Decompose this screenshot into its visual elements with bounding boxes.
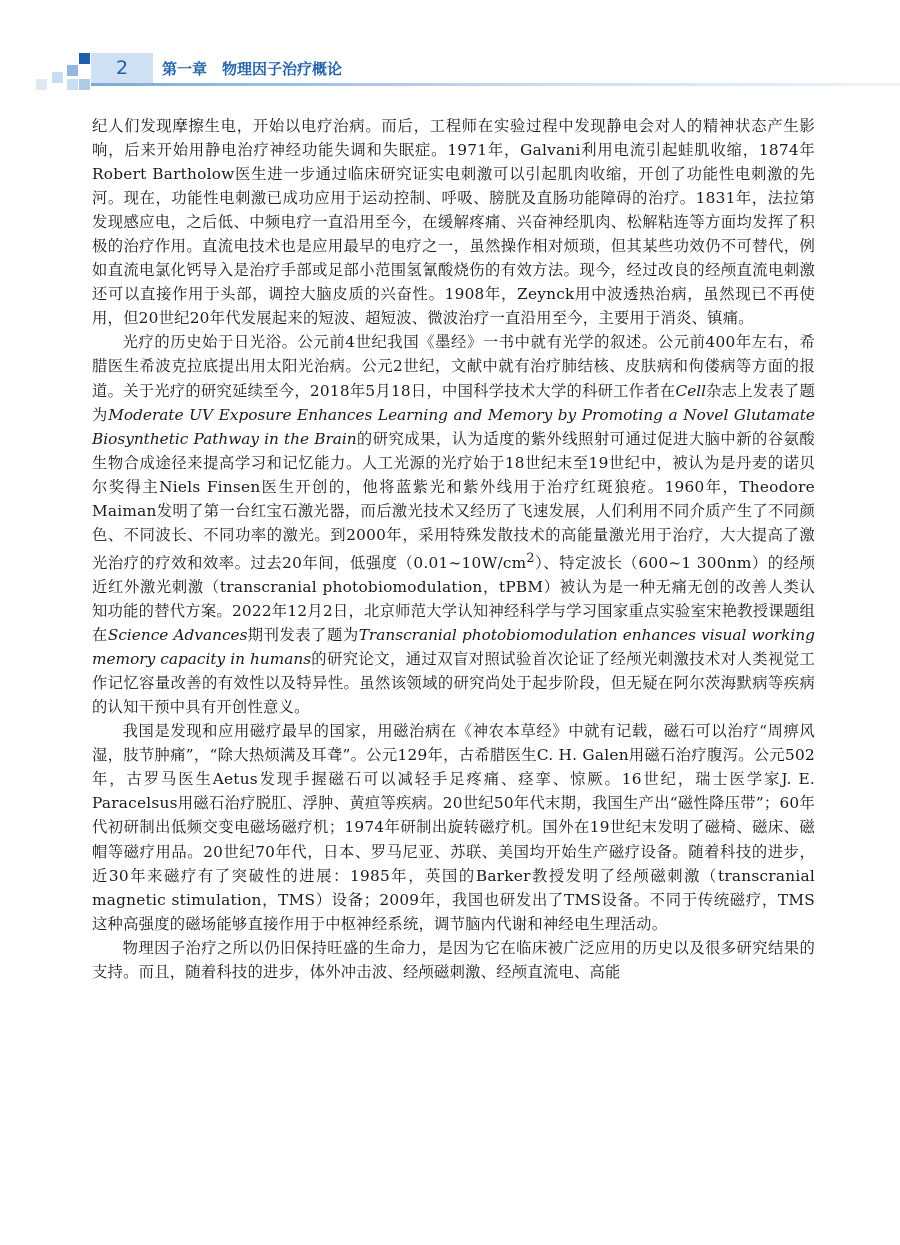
text-segment: ）、特定波长（600~1 300nm）的经颅近红外激光刺激（transcranial photobiomodulation，tPBM）被认为是一种无痛无创的改善人类认知功能的替代方案。2022年12月2日，北京师范大学认知神经科学与学习国家重点实验室宋艳教授课题组在 [92,553,815,645]
paragraph-phototherapy [92,330,815,719]
paragraph-electrotherapy: 纪人们发现摩擦生电，开始以电疗治病。而后，工程师在实验过程中发现静电会对人的精神状态产生影响，后来开始用静电治疗神经功能失调和失眠症。1971年，Galvani利用电流引起蛙肌收缩，1874年Robert Bartholow医生进一步通过临床研究证实电刺激可以引起肌肉收缩，开创了功能性电刺激的先河。现在，功能性电刺激已成功应用于运动控制、呼吸、膀胱及直肠功能障碍的治疗。1831年，法拉第发现感应电，之后低、中频电疗一直沿用至今，在缓解疼痛、兴奋神经肌肉、松解粘连等方面均发挥了积极的治疗作用。直流电技术也是应用最早的电疗之一，虽然操作相对烦琐，但其某些功效仍不可替代，例如直流电氯化钙导入是治疗手部或足部小范围氢氰酸烧伤的有效方法。现今，经过改良的经颅直流电刺激还可以直接作用于头部，调控大脑皮质的兴奋性。1908年，Zeynck用中波透热治病，虽然现已不再使用，但20世纪20年代发展起来的短波、超短波、微波治疗一直沿用至今，主要用于消炎、镇痛。 [92,117,815,328]
text-segment: 期刊发表了题为 [247,626,359,645]
paragraph-magnetotherapy: 我国是发现和应用磁疗最早的国家，用磁治病在《神农本草经》中就有记载，磁石可以治疗“周痹风湿，肢节肿痛”，“除大热烦满及耳聋”。公元129年，古希腊医生C. H. Galen用磁石治疗腹泻。公元502年，古罗马医生Aetus发现手握磁石可以减轻手足疼痛、痉挛、惊厥。16世纪，瑞士医学家J. E. Paracelsus用磁石治疗脱肛、浮肿、黄疸等疾病。20世纪50年代末期，我国生产出“磁性降压带”；60年代初研制出低频交变电磁场磁疗机；1974年研制出旋转磁疗机。国外在19世纪末发明了磁椅、磁床、磁帽等磁疗用品。20世纪70年代，日本、罗马尼亚、苏联、美国均开始生产磁疗设备。随着科技的进步，近30年来磁疗有了突破性的进展：1985年，英国的Barker教授发明了经颅磁刺激（transcranial magnetic stimulation，TMS）设备；2009年，我国也研发出了TMS设备。不同于传统磁疗，TMS这种高强度的磁场能够直接作用于中枢神经系统，调节脑内代谢和神经电生理活动。 [92,722,815,933]
header-rule [91,83,900,86]
paragraph-summary: 物理因子治疗之所以仍旧保持旺盛的生命力，是因为它在临床被广泛应用的历史以及很多研究结果的支持。而且，随着科技的进步，体外冲击波、经颅磁刺激、经颅直流电、高能 [92,938,815,981]
text-segment: 的研究论文，通过双盲对照试验首次论证了经颅光刺激技术对人类视觉工作记忆容量改善的有效性以及特异性。虽然该领域的研究尚处于起步阶段，但无疑在阿尔茨海默病等疾病的认知干预中具有开创性意义。 [92,650,815,717]
text-segment: 的研究成果，认为适度的紫外线照射可通过促进大脑中新的谷氨酸生物合成途径来提高学习和记忆能力。人工光源的光疗始于18世纪末至19世纪中，被认为是丹麦的诺贝尔奖得主Niels Finsen医生开创的，他将蓝紫光和紫外线用于治疗红斑狼疮。1960年，Theodore Maiman发明了第一台红宝石激光器，而后激光技术又经历了飞速发展，人们利用不同介质产生了不同颜色、不同波长、不同功率的激光。到2000年，采用特殊发散技术的高能量激光用于治疗，大大提高了激光治疗的疗效和效率。过去20年间，低强度（0.01~10W/cm [92,429,815,572]
article-title: Transcranial photobiomodulation enhances visual working memory capacity in humans [92,626,815,669]
article-title: Moderate UV Exposure Enhances Learning and Memory by Promoting a Novel Glutamate Biosynthetic Pathway in the Brain [92,405,815,448]
page-number: 2 [115,57,129,79]
page-header [0,0,900,100]
decorative-square [67,65,78,76]
decorative-square [52,72,63,83]
decorative-square [79,53,90,64]
page-number-box [91,53,153,83]
journal-name: Cell [675,381,707,400]
decorative-square [67,79,78,90]
chapter-title: 第一章 物理因子治疗概论 [162,59,343,78]
superscript: 2 [526,550,535,566]
body-text [92,114,815,984]
text-segment: 光疗的历史始于日光浴。公元前4世纪我国《墨经》一书中就有光学的叙述。公元前400年左右，希腊医生希波克拉底提出用太阳光治病。公元2世纪，文献中就有治疗肺结核、皮肤病和佝偻病等方面的报道。关于光疗的研究延续至今，2018年5月18日，中国科学技术大学的科研工作者在 [92,333,815,400]
decorative-square [36,79,47,90]
text-segment: 杂志上发表了题为 [92,381,815,424]
decorative-square [79,79,90,90]
journal-name: Science Advances [107,626,248,645]
